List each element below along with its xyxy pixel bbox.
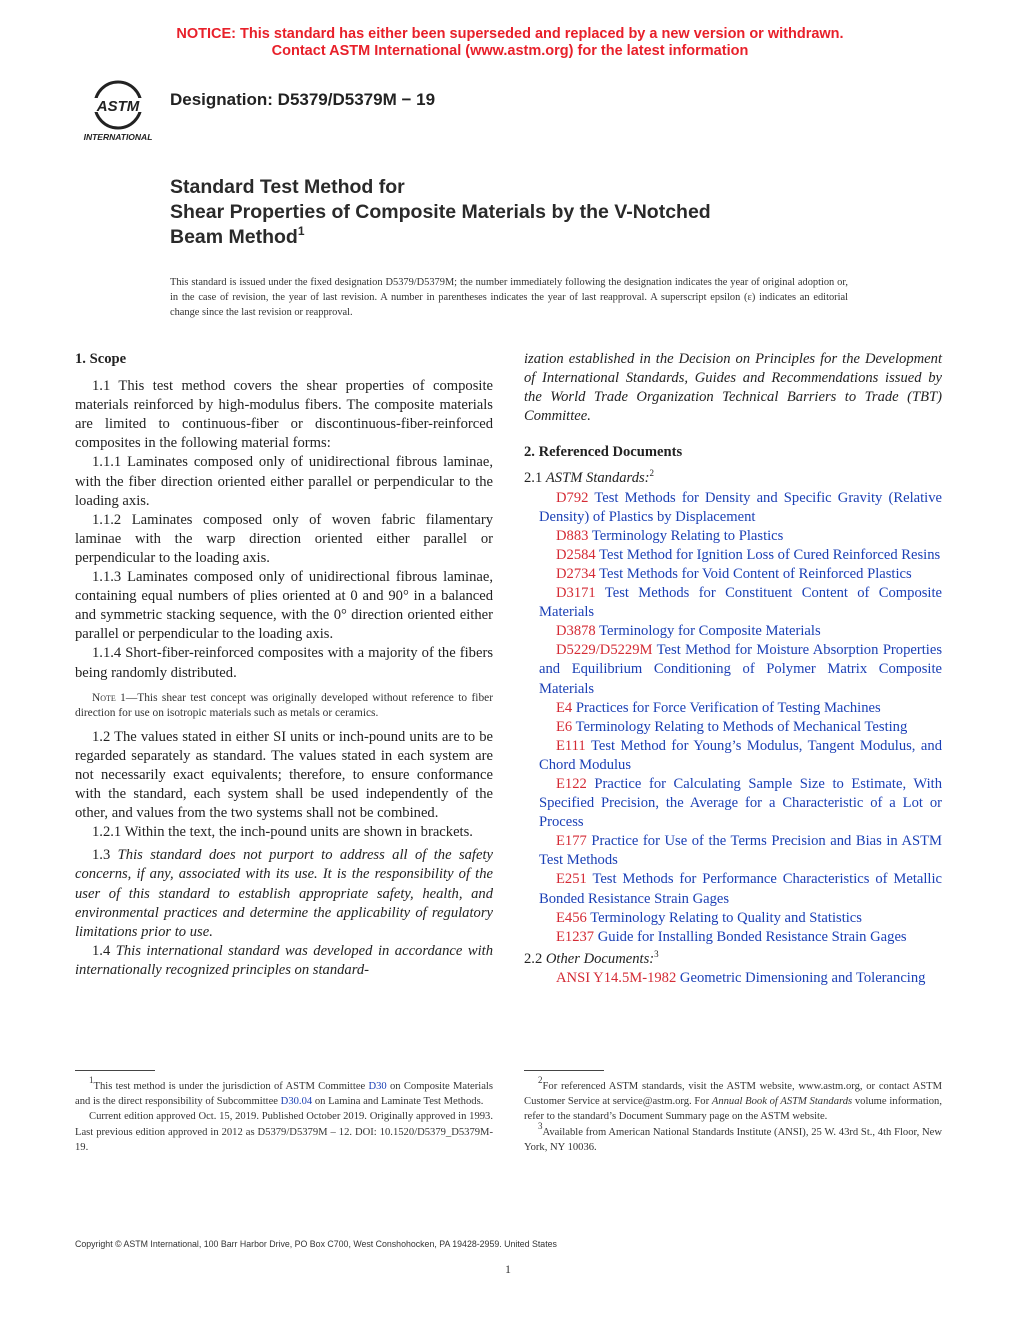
footnotes-left [75,1070,493,1155]
reference-item [524,641,942,698]
reference-item [524,489,942,527]
reference-item [524,546,942,565]
para-1-3-num: 1.3 [92,847,118,864]
subcommittee-d30-04-link[interactable]: D30.04 [280,1096,313,1108]
para-1-4-text: This international standard was developed in accordance with internationally recognized principles on standard- [75,942,494,978]
title-line-2: Shear Properties of Composite Materials by the V-Notched [170,201,711,223]
reference-title-link[interactable]: Test Method for Young’s Modulus, Tangent Modulus, and Chord Modulus [539,737,942,773]
title-line-1: Standard Test Method for [170,176,405,198]
reference-title-link[interactable]: Terminology Relating to Plastics [591,527,784,544]
referenced-documents-heading: 2. Referenced Documents [524,444,683,461]
astm-standards-text: ASTM Standards: [545,470,650,487]
footnote-1-text-b: on Composite Materials and is the direct responsibility of Subcommittee [75,1081,493,1108]
reference-item [524,775,942,832]
reference-code-link[interactable]: D2584 [556,546,596,563]
para-1-3 [75,846,493,941]
footnote-1 [75,1075,493,1109]
para-1-1-1: 1.1.1 Laminates composed only of unidirectional fibrous laminae, with the fiber direction oriented either parallel or perpendicular to the loading axis. [75,454,493,509]
astm-logo [76,80,160,144]
reference-code-link[interactable]: E1237 [556,928,595,945]
footnote-2-mark: 2 [538,1075,543,1085]
reference-code-link[interactable]: ANSI Y14.5M-1982 [556,969,677,986]
reference-code-link[interactable]: D5229/D5229M [556,642,653,659]
reference-title-link[interactable]: Practice for Use of the Terms Precision and Bias in ASTM Test Methods [539,833,942,869]
reference-item [524,909,942,928]
reference-title-link[interactable]: Test Methods for Density and Specific Gravity (Relative Density) of Plastics by Displacement [539,489,943,525]
reference-code-link[interactable]: E122 [556,775,587,792]
other-documents-num: 2.2 [524,950,546,967]
notice-line-2: Contact ASTM International (www.astm.org) for the latest information [271,43,749,59]
copyright-line: Copyright © ASTM International, 100 Barr Harbor Drive, PO Box C700, West Conshohocken, PA 19428-2959. United States [75,1239,557,1249]
astm-standards-footnote-mark: 2 [649,468,655,479]
para-1-4-continued: ization established in the Decision on Principles for the Development of International Standards, Guides and Recommendations issued by the World Trade Organization Technical Barriers to Trade (TBT) Committee. [524,351,942,425]
title-line-3-text: Beam Method [170,226,298,248]
notice-line-1: NOTICE: This standard has either been superseded and replaced by a new version or withdrawn. [176,26,844,42]
other-documents-label [524,950,942,969]
note-1-text: —This shear test concept was originally developed without reference to fiber direction for use on isotropic materials such as metals or ceramics. [75,691,493,720]
reference-code-link[interactable]: E6 [556,718,573,735]
reference-title-link[interactable]: Test Methods for Void Content of Reinforced Plastics [599,565,912,582]
left-column [75,350,493,980]
footnote-3-mark: 3 [538,1120,543,1131]
reference-item [524,718,942,737]
reference-title-link[interactable]: Test Methods for Constituent Content of Composite Materials [539,585,943,621]
committee-d30-link[interactable]: D30 [368,1081,387,1092]
para-1-3-text: This standard does not purport to address all of the safety concerns, if any, associated with its use. It is the responsibility of the user of this standard to establish appropriate safety, health, and environmental practices and determine the applicability of regulatory limitations prior to use. [75,847,493,940]
superseded-notice [0,26,1020,60]
reference-item [524,622,942,641]
title-line-3 [170,225,711,250]
footnote-1-mark: 1 [89,1075,94,1085]
reference-code-link[interactable]: D2734 [556,565,596,582]
reference-code-link[interactable]: E251 [556,871,587,888]
other-documents-text: Other Documents: [545,950,655,967]
title-footnote-mark: 1 [297,224,305,238]
footnote-2-italic: Annual Book of ASTM Standards [711,1096,853,1108]
footnote-1-edition: Current edition approved Oct. 15, 2019. Published October 2019. Originally approved in 1993. Last previous edition approved in 2012 as D5379/D5379M – 12. DOI: 10.1520/D5379_D5379M-19. [75,1111,493,1153]
reference-item [524,527,942,546]
astm-reference-list [524,489,942,947]
footnote-3 [524,1120,942,1155]
reference-code-link[interactable]: E456 [556,909,587,926]
reference-code-link[interactable]: D883 [556,527,589,544]
footnote-2-text-b: volume information, refer to the standard’s Document Summary page on the ASTM website. [524,1096,942,1123]
document-title [170,175,711,250]
footnote-2 [524,1075,942,1125]
reference-item [524,584,942,622]
reference-title-link[interactable]: Terminology for Composite Materials [599,623,821,640]
para-1-1-4: 1.1.4 Short-fiber-reinforced composites with a majority of the fibers being randomly distributed. [75,645,493,681]
reference-code-link[interactable]: E111 [556,737,586,754]
right-column [524,350,942,988]
reference-code-link[interactable]: E177 [556,833,587,850]
footnote-3-text: Available from American National Standards Institute (ANSI), 25 W. 43rd St., 4th Floor, New York, NY 10036. [524,1126,942,1153]
reference-item [524,565,942,584]
reference-title-link[interactable]: Test Method for Moisture Absorption Properties and Equilibrium Conditioning of Polymer Matrix Composite Materials [539,642,942,697]
note-1-label: Note 1 [92,691,126,704]
reference-code-link[interactable]: D3878 [556,623,596,640]
para-1-1-3: 1.1.3 Laminates composed only of unidirectional fibrous laminae, containing equal numbers of plies oriented at 0 and 90° in a balanced and symmetric stacking sequence, with the 0° direction oriented either parallel or perpendicular to the loading axis. [75,569,493,643]
issuance-statement: This standard is issued under the fixed designation D5379/D5379M; the number immediately following the designation indicates the year of original adoption or, in the case of revision, the year of last revision. A number in parentheses indicates the year of last reapproval. A superscript epsilon (ε) indicates an editorial change since the last revision or reapproval. [170,277,848,318]
reference-title-link[interactable]: Practice for Calculating Sample Size to Estimate, With Specified Precision, the Average for a Characteristic of a Lot or Process [539,775,942,831]
footnote-2-text-a: For referenced ASTM standards, visit the ASTM website, www.astm.org, or contact ASTM Customer Service at service@astm.org. For [524,1081,942,1108]
logo-text: ASTM [96,98,140,115]
astm-standards-label [524,469,942,488]
designation: Designation: D5379/D5379M − 19 [170,90,436,109]
reference-title-link[interactable]: Guide for Installing Bonded Resistance Strain Gages [597,928,907,945]
other-reference-list [524,969,942,988]
reference-code-link[interactable]: E4 [556,699,573,716]
reference-title-link[interactable]: Test Methods for Performance Characteristics of Metallic Bonded Resistance Strain Gages [539,871,942,907]
reference-title-link[interactable]: Geometric Dimensioning and Tolerancing [679,969,926,986]
other-documents-footnote-mark: 3 [654,948,659,959]
para-1-2-1: 1.2.1 Within the text, the inch-pound units are shown in brackets. [92,824,473,841]
footnotes-right [524,1070,942,1155]
reference-item [524,969,942,988]
footnote-1-text-a: This test method is under the jurisdiction of ASTM Committee [93,1081,369,1092]
para-1-4-num: 1.4 [92,942,116,959]
page-number: 1 [505,1262,511,1276]
note-1 [75,691,493,722]
reference-code-link[interactable]: D3171 [556,585,596,602]
para-1-4 [75,942,493,980]
reference-title-link[interactable]: Test Method for Ignition Loss of Cured Reinforced Resins [599,546,941,563]
reference-item [524,699,942,718]
astm-logo-icon [76,80,160,144]
reference-item [524,737,942,775]
footnote-1-text-c: on Lamina and Laminate Test Methods. [312,1096,484,1108]
para-1-1-2: 1.1.2 Laminates composed only of woven fabric filamentary laminae with the warp direction oriented either parallel or perpendicular to the loading axis. [75,511,493,566]
reference-code-link[interactable]: D792 [556,489,589,506]
reference-item [524,928,942,947]
reference-title-link[interactable]: Terminology Relating to Quality and Statistics [590,909,862,926]
reference-title-link[interactable]: Terminology Relating to Methods of Mechanical Testing [575,718,908,735]
reference-item [524,832,942,870]
para-1-2: 1.2 The values stated in either SI units or inch-pound units are to be regarded separately as standard. The values stated in each system are not necessarily exact equivalents; therefore, to ensure conformance with the standard, each system shall be used independently of the other, and values from the two systems shall not be combined. [75,728,493,822]
reference-title-link[interactable]: Practices for Force Verification of Testing Machines [575,699,881,716]
logo-subtext: INTERNATIONAL [83,132,153,142]
scope-heading: 1. Scope [75,351,127,367]
astm-standards-num: 2.1 [524,470,546,487]
para-1-1: 1.1 This test method covers the shear properties of composite materials reinforced by high-modulus fibers. The composite materials are limited to continuous-fiber or discontinuous-fiber-reinforced composites in the following material forms: [75,378,493,452]
reference-item [524,870,942,908]
